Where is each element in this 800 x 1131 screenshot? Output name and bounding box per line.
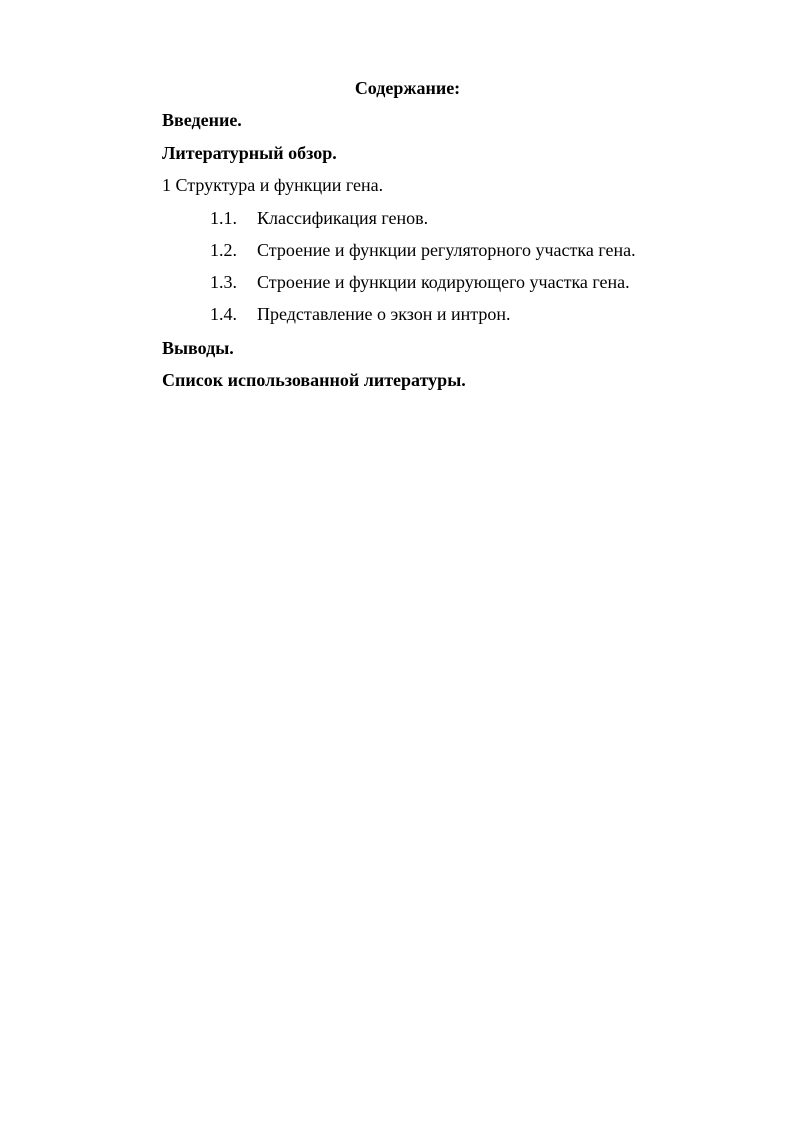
- toc-entry-conclusions: Выводы.: [162, 338, 234, 358]
- toc-subsection-number: 1.3.: [210, 272, 237, 292]
- toc-title: Содержание:: [354, 78, 461, 98]
- toc-subsection-text: Классификация генов.: [257, 208, 429, 228]
- toc-subsection-number: 1.2.: [210, 240, 237, 260]
- toc-subsection-number: 1.1.: [210, 208, 237, 228]
- toc-entry-chapter-1: 1 Структура и функции гена.: [162, 175, 384, 195]
- toc-subsection-text: Строение и функции кодирующего участка гена.: [257, 272, 630, 292]
- toc-entry-references: Список использованной литературы.: [162, 370, 466, 390]
- toc-subsection-number: 1.4.: [210, 304, 237, 324]
- toc-entry-literature-review: Литературный обзор.: [162, 143, 337, 163]
- toc-subsection-text: Строение и функции регуляторного участка гена.: [257, 240, 636, 260]
- toc-subsection-text: Представление о экзон и интрон.: [257, 304, 511, 324]
- toc-entry-introduction: Введение.: [162, 110, 242, 130]
